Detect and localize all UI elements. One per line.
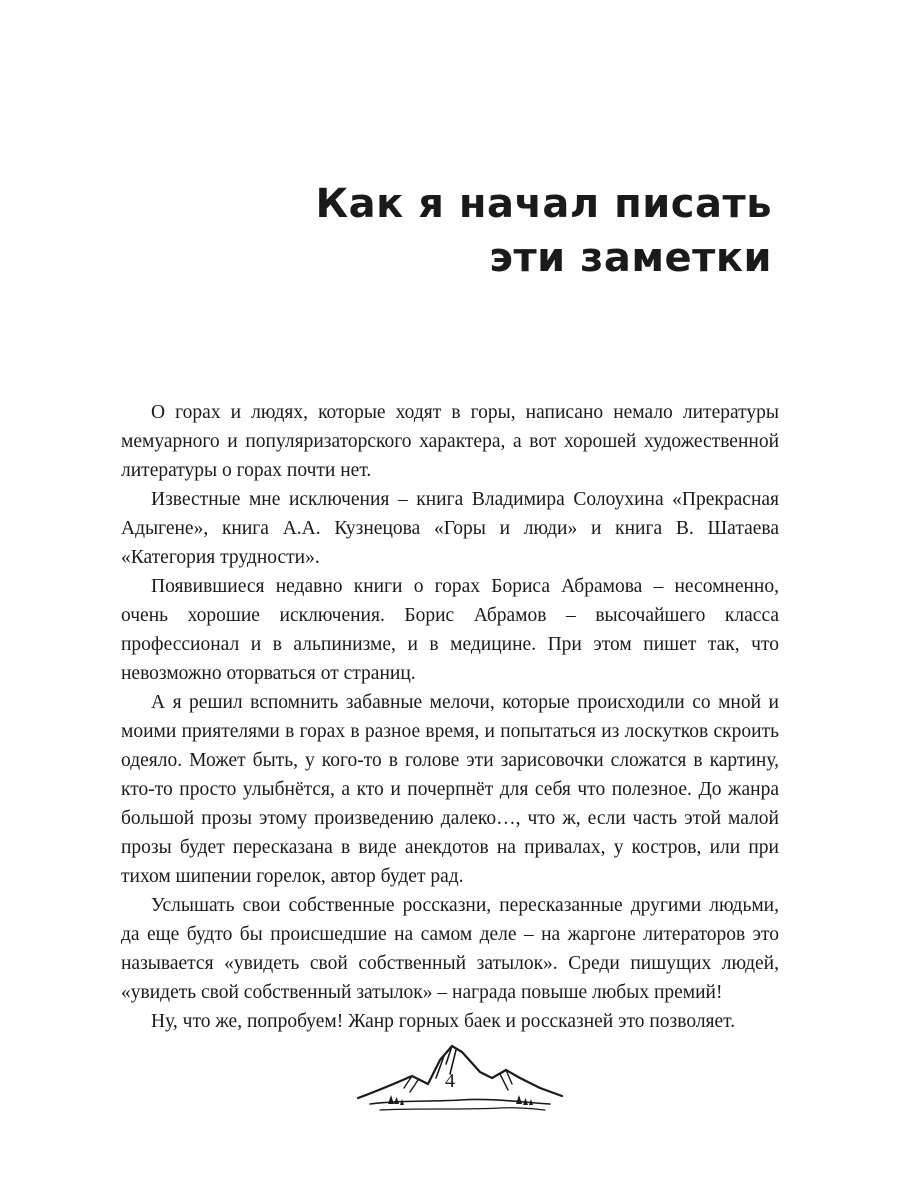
paragraph: А я решил вспомнить забавные мелочи, которые происходили со мной и моими приятелями в горах в разное время, и попытаться из лоскутков скроить одеяло. Может быть, у кого-то в голове эти зарисовочки сложатся в картину, кто-то просто улыбнётся, а кто и почерпнёт для себя что полезное. До жанра большой прозы этому произведению далеко…, что ж, если часть этой малой прозы будет пересказана в виде анекдотов на привалах, у костров, или при тихом шипении горелок, автор будет рад. (121, 692, 779, 887)
paragraph: Услышать свои собственные россказни, пересказанные другими людьми, да еще будто бы происшедшие на самом деле – на жаргоне литераторов это называется «увидеть свой собственный затылок». Среди пишущих людей, «увидеть свой собственный затылок» – награда повыше любых премий! (121, 895, 779, 1003)
chapter-body (121, 398, 779, 1036)
chapter-title (132, 177, 772, 285)
paragraph: Ну, что же, попробуем! Жанр горных баек и россказней это позволяет. (151, 1011, 736, 1032)
paragraph: Известные мне исключения – книга Владимира Солоухина «Прекрасная Адыгене», книга А.А. Кузнецова «Горы и люди» и книга В. Шатаева «Категория трудности». (121, 489, 779, 568)
paragraph: Появившиеся недавно книги о горах Бориса Абрамова – несомненно, очень хорошие исключения. Борис Абрамов – высочайшего класса профессионал и в альпинизме, и в медицине. При этом пишет так, что невозможно оторваться от страниц. (121, 576, 779, 684)
paragraph: О горах и людях, которые ходят в горы, написано немало литературы мемуарного и популяризаторского характера, а вот хорошей художественной литературы о горах почти нет. (121, 402, 779, 481)
chapter-title-line-1: Как я начал писать (315, 180, 772, 227)
page-number: 4 (445, 1070, 455, 1092)
chapter-title-line-2: эти заметки (489, 234, 772, 281)
